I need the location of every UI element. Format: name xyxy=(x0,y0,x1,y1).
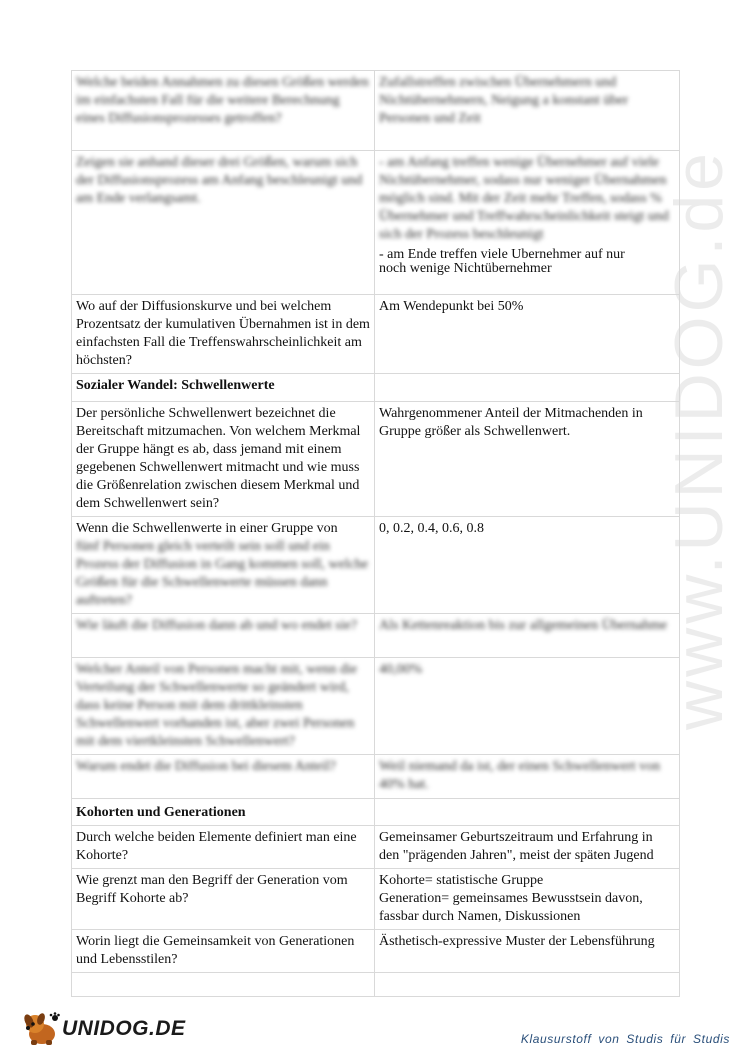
answer-cell: 0, 0.2, 0.4, 0.6, 0.8 xyxy=(375,517,680,614)
question-cell: Der persönliche Schwellenwert bezeichnet die Bereitschaft mitzumachen. Von welchem Merkmal der Gruppe hängt es ab, dass jemand mit einem gegebenen Schwellenwert mitmacht und wie muss die Größenrelation zwischen diesem Merkmal und dem Schwellenwert sein? xyxy=(72,402,375,517)
answer-cell: Zufallstreffen zwischen Übernehmern und Nichtübernehmern, Neigung a konstant über Personen und Zeit xyxy=(375,71,680,151)
section-empty-cell xyxy=(375,799,680,826)
question-cell xyxy=(72,517,375,614)
answer-cell xyxy=(375,151,680,295)
answer-text-line: noch wenige Nichtübernehmer xyxy=(379,261,552,276)
table-row xyxy=(72,826,680,869)
table-row xyxy=(72,658,680,755)
table-row xyxy=(72,402,680,517)
question-cell: Welcher Anteil von Personen macht mit, wenn die Verteilung der Schwellenwerte so geändert wird, dass keine Person mit dem drittkleinsten Schwellenwert vorhanden ist, aber zwei Personen mit dem viertkleinsten Schwellenwert? xyxy=(72,658,375,755)
empty-cell xyxy=(375,973,680,997)
section-header-row xyxy=(72,799,680,826)
answer-cell: Als Kettenreaktion bis zur allgemeinen Übernahme xyxy=(375,614,680,658)
section-header-row xyxy=(72,374,680,402)
answer-cell: Kohorte= statistische Gruppe Generation= gemeinsames Bewusstsein davon, fassbar durch Namen, Diskussionen xyxy=(375,869,680,930)
qa-table xyxy=(71,70,680,997)
dog-icon xyxy=(22,1012,60,1046)
logo-text: UNIDOG.DE xyxy=(62,1017,186,1040)
question-text-line: Wenn die Schwellenwerte in einer Gruppe von xyxy=(76,521,338,536)
table-row-empty xyxy=(72,973,680,997)
section-title: Sozialer Wandel: Schwellenwerte xyxy=(72,374,375,402)
table-row xyxy=(72,517,680,614)
table-row xyxy=(72,614,680,658)
question-cell: Durch welche beiden Elemente definiert man eine Kohorte? xyxy=(72,826,375,869)
question-cell: Warum endet die Diffusion bei diesem Anteil? xyxy=(72,755,375,799)
watermark: www.UNIDOG.de xyxy=(661,149,737,730)
table-row xyxy=(72,71,680,151)
section-title xyxy=(72,799,375,826)
question-cell: Zeigen sie anhand dieser drei Größen, warum sich der Diffusionsprozess am Anfang beschleunigt und am Ende verlangsamt. xyxy=(72,151,375,295)
answer-cell: Am Wendepunkt bei 50% xyxy=(375,295,680,374)
question-cell: Wo auf der Diffusionskurve und bei welchem Prozentsatz der kumulativen Übernahmen ist in dem einfachsten Fall die Treffenswahrscheinlichkeit am höchsten? xyxy=(72,295,375,374)
question-cell: Wie läuft die Diffusion dann ab und wo endet sie? xyxy=(72,614,375,658)
empty-cell xyxy=(72,973,375,997)
answer-text-line: - am Ende treffen viele Übernehmer auf nur xyxy=(379,248,625,260)
answer-cell: Weil niemand da ist, der einen Schwellenwert von 40% hat. xyxy=(375,755,680,799)
section-title-text: Kohorten und Generationen xyxy=(76,805,246,820)
unidog-logo xyxy=(22,1012,186,1046)
answer-cell: 40,00% xyxy=(375,658,680,755)
table-row xyxy=(72,295,680,374)
question-text-blurred: fünf Personen gleich verteilt sein soll und ein Prozess der Diffusion in Gang kommen soll, welche Größen für die Schwellenwerte müssen dann auftreten? xyxy=(76,539,369,608)
answer-text-blurred: - am Anfang treffen wenige Übernehmer auf viele Nichtübernehmer, sodass nur weniger Übernahmen möglich sind. Mit der Zeit mehr Treffen, sodass % Übernehmer und Treffwahrscheinlichkeit steigt und sich der Prozess beschleunigt xyxy=(379,155,669,242)
question-cell: Welche beiden Annahmen zu diesen Größen werden im einfachsten Fall für die weitere Berechnung eines Diffusionsprozesses getroffen? xyxy=(72,71,375,151)
answer-cell: Gemeinsamer Geburtszeitraum und Erfahrung in den "prägenden Jahren", meist der späten Jugend xyxy=(375,826,680,869)
footer-tagline: Klausurstoff von Studis für Studis xyxy=(520,1032,730,1046)
table-row xyxy=(72,869,680,930)
answer-cell: Wahrgenommener Anteil der Mitmachenden in Gruppe größer als Schwellenwert. xyxy=(375,402,680,517)
table-row xyxy=(72,151,680,295)
answer-cell: Ästhetisch-expressive Muster der Lebensführung xyxy=(375,930,680,973)
table-row xyxy=(72,930,680,973)
question-cell: Wie grenzt man den Begriff der Generation vom Begriff Kohorte ab? xyxy=(72,869,375,930)
question-cell: Worin liegt die Gemeinsamkeit von Generationen und Lebensstilen? xyxy=(72,930,375,973)
table-row xyxy=(72,755,680,799)
section-empty-cell xyxy=(375,374,680,402)
